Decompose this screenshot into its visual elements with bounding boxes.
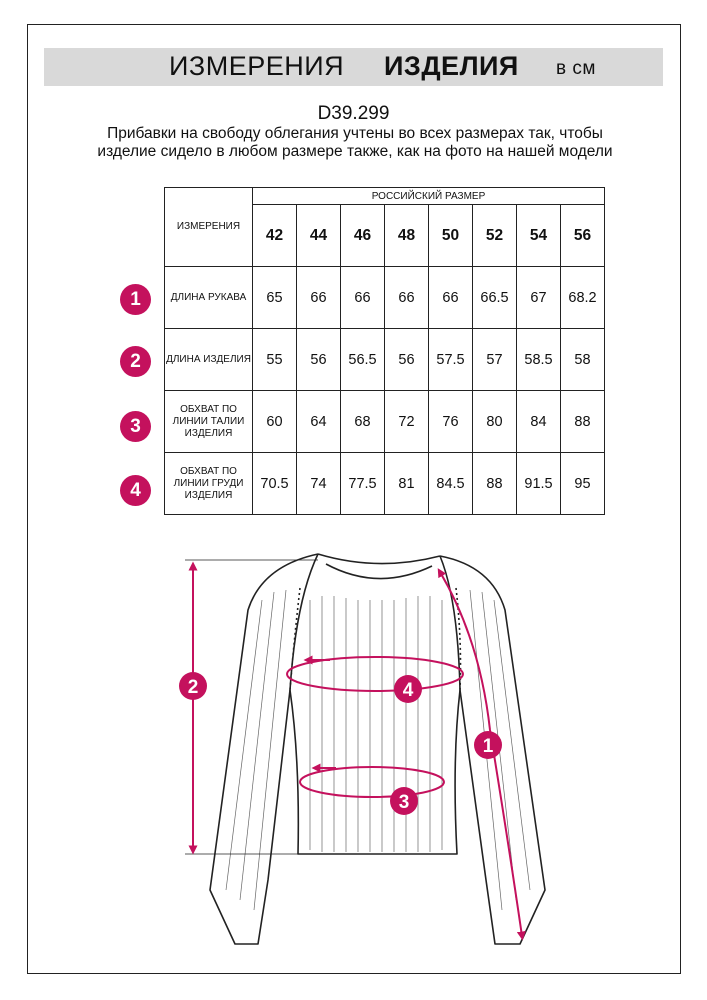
row-number-badge: 1 [120,284,151,315]
row-label: ОБХВАТ ПО ЛИНИИ ТАЛИИ ИЗДЕЛИЯ [165,391,253,453]
size-header: 52 [473,205,517,267]
table-cell: 72 [385,391,429,453]
table-cell: 68.2 [561,267,605,329]
size-header: 44 [297,205,341,267]
row-label: ОБХВАТ ПО ЛИНИИ ГРУДИ ИЗДЕЛИЯ [165,453,253,515]
size-header: 56 [561,205,605,267]
table-cell: 84.5 [429,453,473,515]
table-cell: 56 [385,329,429,391]
corner-label: ИЗМЕРЕНИЯ [165,188,253,267]
table-cell: 66 [385,267,429,329]
table-cell: 88 [473,453,517,515]
table-cell: 58.5 [517,329,561,391]
marker-4 [394,675,422,703]
table-cell: 70.5 [253,453,297,515]
marker-3-label: 3 [398,792,410,813]
table-cell: 76 [429,391,473,453]
table-cell: 66.5 [473,267,517,329]
size-header: 54 [517,205,561,267]
table-cell: 58 [561,329,605,391]
product-code: D39.299 [317,103,390,124]
fit-note: Прибавки на свободу облегания учтены во всех размерах так, чтобы изделие сидело в любом размере также, как на фото на нашей модели [97,125,613,160]
size-header: 48 [385,205,429,267]
table-cell: 56 [297,329,341,391]
size-header: 46 [341,205,385,267]
table-cell: 81 [385,453,429,515]
size-header: 50 [429,205,473,267]
neckline-outer [318,554,440,564]
marker-2-label: 2 [187,677,199,698]
table-cell: 66 [429,267,473,329]
marker-3 [390,787,418,815]
table-cell: 91.5 [517,453,561,515]
table-cell: 77.5 [341,453,385,515]
table-cell: 66 [297,267,341,329]
table-cell: 64 [297,391,341,453]
table-cell: 60 [253,391,297,453]
table-cell: 68 [341,391,385,453]
table-cell: 88 [561,391,605,453]
table-cell: 74 [297,453,341,515]
table-cell: 57.5 [429,329,473,391]
table-cell: 67 [517,267,561,329]
marker-4-label: 4 [402,680,414,701]
size-group-header: РОССИЙСКИЙ РАЗМЕР [253,188,605,205]
row-number-badge: 3 [120,411,151,442]
table-cell: 95 [561,453,605,515]
title-measurements: ИЗМЕРЕНИЯ [169,51,345,81]
row-label: ДЛИНА ИЗДЕЛИЯ [165,329,253,391]
table-cell: 84 [517,391,561,453]
marker-1 [474,731,502,759]
row-label: ДЛИНА РУКАВА [165,267,253,329]
table-cell: 56.5 [341,329,385,391]
table-cell: 65 [253,267,297,329]
neckline-inner [326,564,432,579]
title-product: ИЗДЕЛИЯ [384,51,519,81]
title-units: в см [556,58,596,79]
marker-2 [179,672,207,700]
table-cell: 57 [473,329,517,391]
row-number-badge: 4 [120,475,151,506]
table-cell: 55 [253,329,297,391]
table-cell: 66 [341,267,385,329]
table-cell: 80 [473,391,517,453]
row-number-badge: 2 [120,346,151,377]
marker-1-label: 1 [482,736,494,757]
size-header: 42 [253,205,297,267]
